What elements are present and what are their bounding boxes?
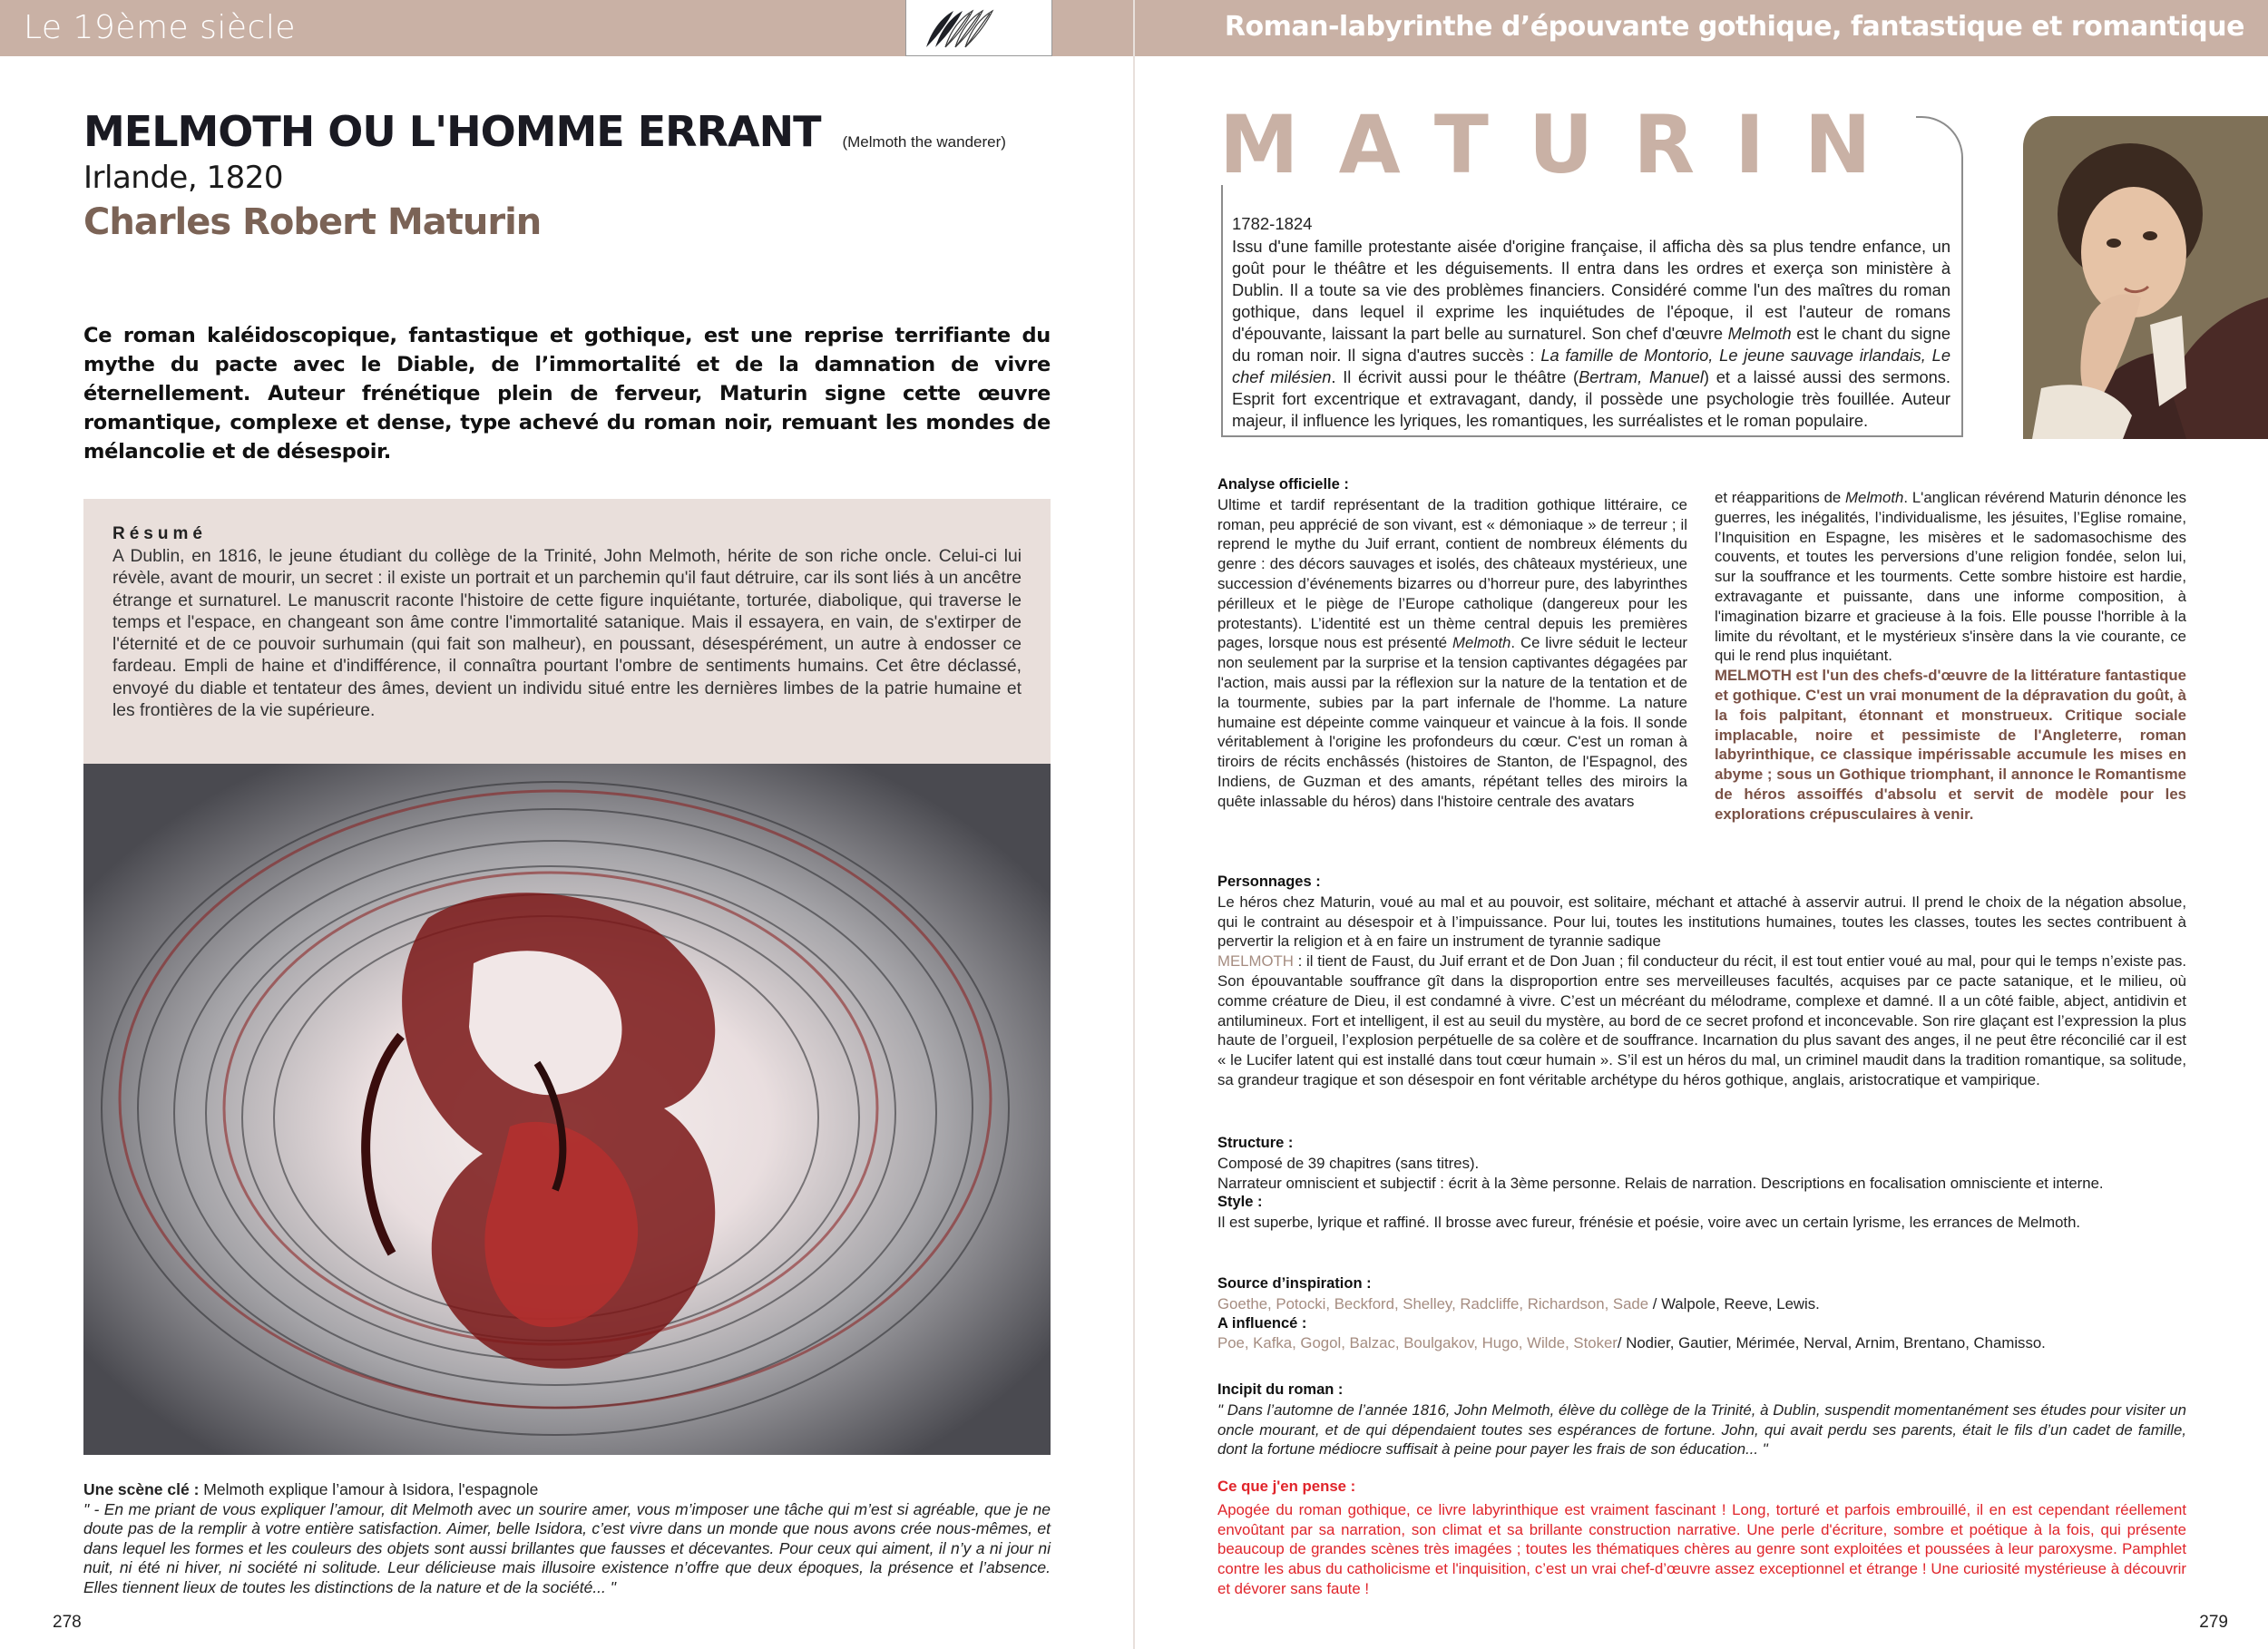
structure-chapters: Composé de 39 chapitres (sans titres). (1217, 1154, 1480, 1172)
bio-text-part: . Il écrivit aussi pour le théâtre ( (1331, 367, 1579, 386)
bio-author-name: MATURIN (1219, 105, 1916, 185)
opinion-text: Apogée du roman gothique, ce livre labyrinthique est vraiment fascinant ! Long, torturé et parfois embrouillé, il en est cependant réellement envoûtant par sa narration, son climat et sa brillante construction narrative. Une perle d'écriture, sombre et poétique à la fois, qui présente beaucoup de grandes scènes très imagées ; toutes les thématiques chères au genre sont exploitées et poussées à leur paroxysme. Pamphlet contre les abus du catholicisme et l'inquisition, c’est un vrai chef-d’œuvre assez exceptionnel et étrange ! Une curiosité mystérieuse à découvrir et dévorer sans faute ! (1217, 1500, 2186, 1597)
lead-paragraph: Ce roman kaléidoscopique, fantastique et gothique, est une reprise terrifiante du mythe du pacte avec le Diable, de l’immortalité et de la damnation de vivre éternellement. Auteur frénétique plein de ferveur, Maturin signe cette œuvre romantique, complexe et dense, type achevé du roman noir, remuant les mondes de mélancolie et de désespoir. (83, 324, 1051, 463)
bio-work-titles: La famille de Montorio, Le jeune sauvage irlandais, Le chef milésien (1232, 346, 1950, 386)
analysis-work-title: Melmoth (1452, 634, 1511, 652)
characters-section (1217, 873, 2186, 1090)
characters-melmoth (1217, 951, 2186, 1090)
resume-box (83, 499, 1051, 764)
sources-secondary: / Walpole, Reeve, Lewis. (1648, 1294, 1820, 1312)
illustration-art (83, 764, 1051, 1455)
resume-heading: Résumé (112, 524, 207, 543)
sources-primary: Goethe, Potocki, Beckford, Shelley, Radcliffe, Richardson, Sade (1217, 1294, 1649, 1312)
characters-intro: Le héros chez Maturin, voué au mal et au pouvoir, est solitaire, méchant et attaché à asservir autrui. Il prend le choix de la négation absolue, qui le contraint au désespoir et à l’impuissance. Pour lui, toutes les institutions humaines, toutes les classes, toutes les sectes contribuent à pervertir la religion et à en faire un instrument de tyrannie sadique (1217, 893, 2186, 951)
analysis-text: . L'anglican révérend Maturin dénonce les guerres, les inégalités, l’individualisme, les jésuites, l’Eglise romaine, l’Inquisition en Espagne, les misères et le sadomasochisme des couvents, et toutes les perversions d’une religion fondée, selon lui, sur la souffrance et les tourments. Cette sombre histoire est hardie, extravagante et puissante, dans une informe composition, à l'imagination bizarre et gracieuse à la fois. Elle pousse l'horrible à la limite du révoltant, et le mystérieux s'insère dans la vie courante, ce qui le rend plus inquiétant. (1715, 489, 2186, 665)
sources-heading: Source d’inspiration : (1217, 1275, 1372, 1292)
structure-heading: Structure : (1217, 1135, 1294, 1151)
key-scene (83, 1480, 1051, 1598)
structure-section (1217, 1134, 2186, 1233)
influenced-primary: Poe, Kafka, Gogol, Balzac, Boulgakov, Hugo, Wilde, Stoker (1217, 1334, 1618, 1352)
resume-text: A Dublin, en 1816, le jeune étudiant du collège de la Trinité, John Melmoth, hérite de son riche oncle. Celui-ci lui révèle, avant de mourir, un secret : il existe un portrait et un parchemin qu'il faut détruire, car ils sont liés à un ancêtre étrange et surnaturel. Le manuscrit raconte l'histoire de cette figure inquiétante, torturée, diabolique, qui traverse le temps et l'espace, en changeant son âme contre l'immortalité satanique. Mais il essayera, en vain, de s'extirper de l'éternité et de ce pouvoir surhumain (qui fait son malheur), en poussant, désespérément, un autre à endosser ce fardeau. Empli de haine et d'indifférence, il connaîtra pourtant l'ombre de sentiments humains. Cet être déclassé, envoyé du diable et tentateur des âmes, devient un individu situé entre les dernières limbes de la patrie humaine et les frontières de la vie supérieure. (112, 547, 1022, 721)
analysis-text: . Ce livre séduit le lecteur non seulement par la surprise et la tension captivantes dégagées par l'action, mais aussi par la réflexion sur la nature de la tentation et de la tourmente, subies par la part infernale de l'homme. La nature humaine est dépeinte comme vainqueur et vaincue à la fois. Il sonde véritablement à l'origine les profondeurs du cœur. C'est un roman à tiroirs de récits enchâssés (histoires de Stanton, de l'Espagnol, des Indiens, de Guzman et des amants, répétant telles des miroirs la quête inlassable du héros) dans l'histoire centrale des avatars (1217, 634, 1687, 810)
style-heading: Style : (1217, 1194, 1263, 1211)
analysis-column-2 (1715, 488, 2186, 824)
portrait-image (2023, 116, 2268, 439)
key-scene-quote: " - En me priant de vous expliquer l’amour, dit Melmoth avec un sourire amer, vous m’imposer une tâche qui m’est si agréable, que je ne doute pas de la remplir à votre entière satisfaction. Aimer, belle Isidora, c’est vivre dans un monde que nous avons crée nous-mêmes, et dans lequel les formes et les couleurs des objets sont aussi brillantes que fausses et décevantes. Pour ceux qui aiment, il n’y a ni jour ni nuit, ni été ni hiver, ni société ni solitude. Leur délicieuse mais illusoire existence n’offre que deux époques, la présence et l’absence. Elles tiennent lieux de toutes les distinctions de la nature et de la société... " (83, 1499, 1051, 1596)
century-label: Le 19ème siècle (24, 9, 296, 46)
incipit-heading: Incipit du roman : (1217, 1381, 1344, 1398)
bio-play-titles: Bertram, Manuel (1579, 367, 1704, 386)
quill-rating (905, 0, 1052, 56)
style-text: Il est superbe, lyrique et raffiné. Il brosse avec fureur, frénésie et poésie, voire avec un certain lyrisme, les errances de Melmoth. (1217, 1214, 2081, 1232)
bio-text (1232, 236, 1950, 432)
key-scene-title: Melmoth explique l’amour à Isidora, l'espagnole (199, 1480, 539, 1498)
book-title-row (83, 107, 1006, 156)
analysis-column-1 (1217, 475, 1687, 812)
sources-list (1217, 1294, 2186, 1314)
bio-dates: 1782-1824 (1232, 214, 1313, 233)
page-number-left: 278 (53, 1613, 82, 1632)
bio-text-part: ) et a laissé aussi des sermons. Esprit fort excentrique et extravagant, dandy, il possède une psychologie très fouillée. Auteur majeur, il influence les lyriques, les romantiques, les surréalistes et le roman populaire. (1232, 367, 1951, 430)
bio-work-title: Melmoth (1727, 324, 1792, 343)
page-number-right: 279 (2199, 1613, 2228, 1632)
influences-section (1217, 1274, 2186, 1353)
illustration (83, 764, 1051, 1455)
character-name: MELMOTH (1217, 952, 1294, 971)
analysis-work-title: Melmoth (1845, 489, 1904, 506)
original-title: (Melmoth the wanderer) (842, 132, 1006, 151)
opinion-heading: Ce que j'en pense : (1217, 1478, 1356, 1495)
influenced-list (1217, 1333, 2186, 1353)
characters-heading: Personnages : (1217, 873, 1321, 890)
analysis-heading: Analyse officielle : (1217, 476, 1349, 493)
genre-title: Roman-labyrinthe d’épouvante gothique, fantastique et romantique (1224, 11, 2244, 43)
influenced-secondary: / Nodier, Gautier, Mérimée, Nerval, Arnim, Brentano, Chamisso. (1617, 1334, 2046, 1352)
page-spine (1133, 0, 1135, 1649)
analysis-text: et réapparitions de (1715, 489, 1846, 506)
quill-rating-icon (906, 0, 1051, 54)
analysis-text: Ultime et tardif représentant de la tradition gothique littéraire, ce roman, peu apprécié de son vivant, est « démoniaque » de terreur ; il reprend le mythe du Juif errant, contient de nombreux éléments du genre : des décors sauvages et isolés, des châteaux mystérieux, une succession d’événements bizarres ou d’horreur pure, des labyrinthes périlleux et le piège de l’Europe catholique (dangereux pour les protestants). L’identité est un thème central depuis les premières pages, lorsque nous est présenté (1217, 495, 1687, 652)
incipit-section (1217, 1381, 2186, 1459)
book-title: MELMOTH OU L'HOMME ERRANT (83, 107, 821, 156)
bio-text-part: est le chant du signe du roman noir. Il signa d'autres succès : (1232, 324, 1950, 365)
incipit-text: " Dans l’automne de l’année 1816, John Melmoth, élève du collège de la Trinité, à Dublin, suspendit momentanément ses études pour visiter un oncle mourant, et de qui dépendaient toutes ses espérances de fortune. John, qui avait perdu ses parents, était le fils d’un cadet de famille, dont la fortune médiocre suffisait à peine pour payer les frais de son éducation... " (1217, 1400, 2186, 1459)
influenced-heading: A influencé : (1217, 1314, 1307, 1332)
analysis-emphasis: MELMOTH est l'un des chefs-d'œuvre de la littérature fantastique et gothique. C'est un vrai monument de la dépravation du goût, à la fois palpitant, étonnant et monstrueux. Critique sociale implacable, noire et pessimiste de l'Angleterre, roman labyrinthique, ce classique impérissable accumule les mises en abyme ; sous un Gothique triomphant, il annonce le Romantisme de héros assoiffés d'absolu et servit de modèle pour les explorations crépusculaires à venir. (1715, 667, 2186, 823)
author-portrait (2023, 116, 2268, 439)
character-description: : il tient de Faust, du Juif errant et de Don Juan ; fil conducteur du récit, il est tout entier voué au mal, pour qui le temps n’existe pas. Son épouvantable souffrance gît dans la disproportion entre ses merveilleuses facultés, acquises par ce pacte satanique, et le milieu, où comme créature de Dieu, il est condamné à vivre. C’est un mécréant du mélodrame, complexe et damné. Il a un côté faible, abject, antidivin et antilumineux. Fort et intelligent, il est au seuil du mystère, au bord de ce secret profond et inconcevable. Son rire glaçant est l’expression la plus haute de l’orgueil, l’explosion perpétuelle de sa colère et de souffrance. Incarnation du plus savant des anges, il ne peut être réconcilié car il est « le Lucifer latent qui est installé dans tout cœur humain ». S’il est un héros du mal, un criminel maudit dans la tradition romantique, sa solitude, sa grandeur tragique et son désespoir en font véritable archétype du héros gothique, anglais, aristocratique et vampirique. (1217, 952, 2186, 1088)
key-scene-label: Une scène clé : (83, 1480, 200, 1498)
opinion-section (1217, 1477, 2186, 1599)
place-year: Irlande, 1820 (83, 160, 283, 196)
author-name: Charles Robert Maturin (83, 201, 542, 243)
bio-text-part: Issu d'une famille protestante aisée d'origine française, il afficha dès sa plus tendre enfance, un goût pour le théâtre et les déguisements. Il entra dans les ordres et exerça son ministère à Dublin. Il a toute sa vie des problèmes financiers. Considéré comme l'un des maîtres du roman gothique, dans lequel il exprime les inquiétudes de l'époque, il est l'auteur de romans d'épouvante, laissant la part belle au surnaturel. Son chef d'œuvre (1232, 237, 1950, 343)
structure-narration: Narrateur omniscient et subjectif : écrit à la 3ème personne. Relais de narration. Descriptions en focalisation omnisciente et interne. (1217, 1174, 2104, 1192)
